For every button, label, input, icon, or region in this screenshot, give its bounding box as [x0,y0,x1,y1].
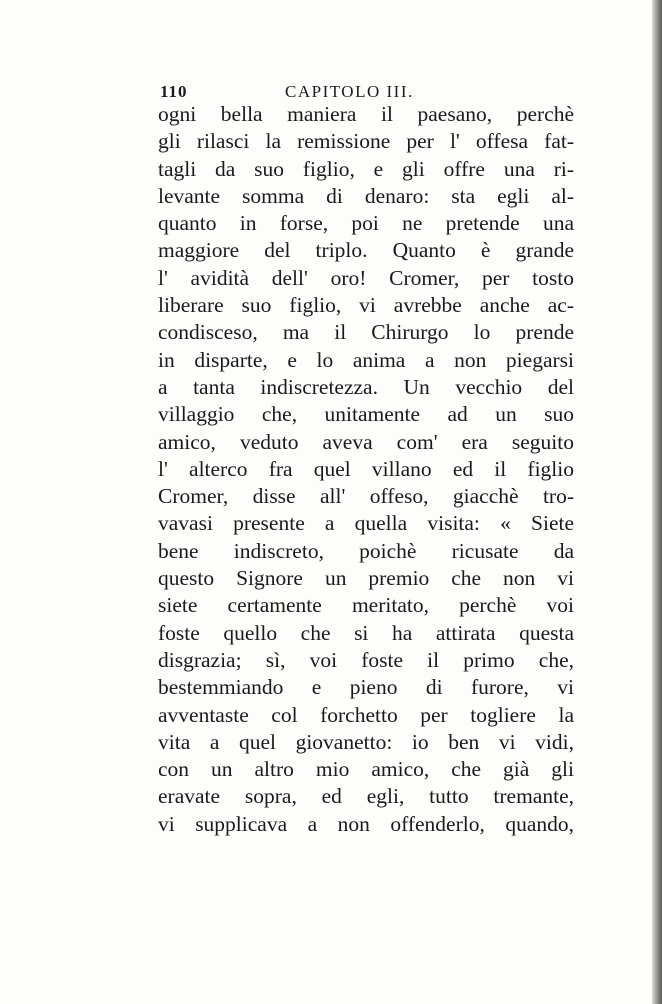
text-line: a tanta indiscretezza. Un vecchio del [158,374,574,399]
page-edge-shadow [652,0,662,1004]
text-line: levante somma di denaro: sta egli al- [158,183,574,208]
text-line: villaggio che, unitamente ad un suo [158,402,574,427]
text-line: vi supplicava a non offenderlo, quando, [158,811,574,836]
text-line: vavasi presente a quella visita: « Siete [158,511,574,536]
text-line: condisceso, ma il Chirurgo lo prende [158,320,574,345]
text-line: questo Signore un premio che non vi [158,566,574,591]
text-line: con un altro mio amico, che già gli [158,757,574,782]
text-line: amico, veduto aveva com' era seguito [158,429,574,454]
text-line: siete certamente meritato, perchè voi [158,593,574,618]
text-line: vita a quel giovanetto: io ben vi vidi, [158,729,574,754]
text-line: bene indiscreto, poichè ricusate da [158,538,574,563]
text-line: in disparte, e lo anima a non piegarsi [158,347,574,372]
text-line: foste quello che si ha attirata questa [158,620,574,645]
text-line: bestemmiando e pieno di furore, vi [158,675,574,700]
text-line: maggiore del triplo. Quanto è grande [158,238,574,263]
page-number: 110 [160,82,188,101]
text-line: liberare suo figlio, vi avrebbe anche ac- [158,293,574,318]
text-line: eravate sopra, ed egli, tutto tremante, [158,784,574,809]
text-line: avventaste col forchetto per togliere la [158,702,574,727]
text-line: gli rilasci la remissione per l' offesa fat- [158,129,574,154]
text-line: l' alterco fra quel villano ed il figlio [158,456,574,481]
text-line: ogni bella maniera il paesano, perchè [158,102,574,126]
text-line: l' avidità dell' oro! Cromer, per tosto [158,265,574,290]
text-line: tagli da suo figlio, e gli offre una ri- [158,156,574,181]
body-text [158,101,574,838]
text-line: quanto in forse, poi ne pretende una [158,211,574,236]
text-line: Cromer, disse all' offeso, giacchè tro- [158,484,574,509]
chapter-title: CAPITOLO III. [285,82,414,101]
text-line: disgrazia; sì, voi foste il primo che, [158,647,574,672]
